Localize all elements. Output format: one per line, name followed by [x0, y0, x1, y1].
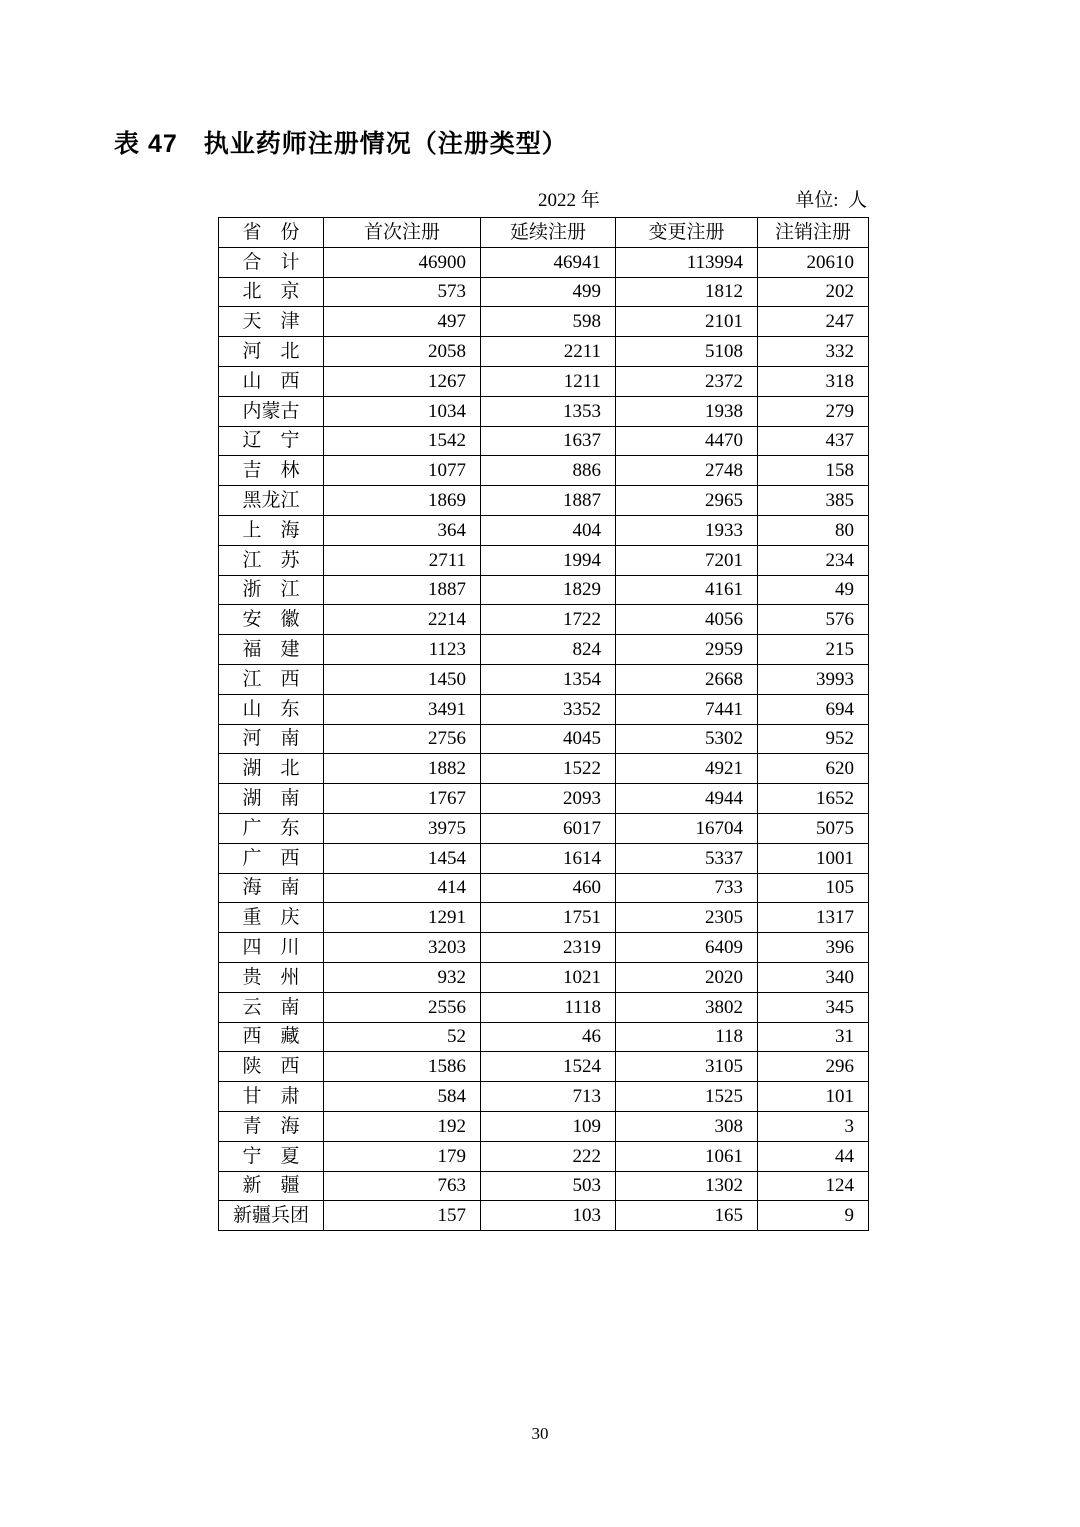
value-cell: 3491: [324, 694, 481, 724]
value-cell: 497: [324, 307, 481, 337]
value-cell: 1001: [758, 843, 869, 873]
province-cell: 湖 南: [219, 784, 324, 814]
value-cell: 31: [758, 1022, 869, 1052]
value-cell: 3352: [481, 694, 616, 724]
value-cell: 460: [481, 873, 616, 903]
table-row: [219, 486, 869, 516]
table-row: [219, 813, 869, 843]
table-row: [219, 843, 869, 873]
value-cell: 1722: [481, 605, 616, 635]
value-cell: 345: [758, 992, 869, 1022]
value-cell: 3105: [616, 1052, 758, 1082]
value-cell: 2959: [616, 635, 758, 665]
value-cell: 247: [758, 307, 869, 337]
value-cell: 5302: [616, 724, 758, 754]
value-cell: 234: [758, 545, 869, 575]
value-cell: 3975: [324, 813, 481, 843]
table-row: [219, 1082, 869, 1112]
value-cell: 5108: [616, 337, 758, 367]
value-cell: 46: [481, 1022, 616, 1052]
value-cell: 1882: [324, 754, 481, 784]
province-cell: 新 疆: [219, 1171, 324, 1201]
table-row: [219, 247, 869, 277]
page-number: 30: [531, 1424, 549, 1443]
value-cell: 1887: [324, 575, 481, 605]
value-cell: 1317: [758, 903, 869, 933]
table-header: [219, 218, 869, 248]
value-cell: 952: [758, 724, 869, 754]
value-cell: 9: [758, 1201, 869, 1231]
value-cell: 3203: [324, 933, 481, 963]
value-cell: 1829: [481, 575, 616, 605]
value-cell: 576: [758, 605, 869, 635]
value-cell: 1869: [324, 486, 481, 516]
value-cell: 308: [616, 1111, 758, 1141]
value-cell: 2556: [324, 992, 481, 1022]
value-cell: 109: [481, 1111, 616, 1141]
table-row: [219, 903, 869, 933]
value-cell: 1994: [481, 545, 616, 575]
value-cell: 4921: [616, 754, 758, 784]
value-cell: 4056: [616, 605, 758, 635]
value-cell: 694: [758, 694, 869, 724]
table-row: [219, 456, 869, 486]
column-header-cancel-registration: 注销注册: [758, 218, 869, 248]
value-cell: 105: [758, 873, 869, 903]
value-cell: 1267: [324, 366, 481, 396]
province-cell: 福 建: [219, 635, 324, 665]
value-cell: 4161: [616, 575, 758, 605]
value-cell: 1652: [758, 784, 869, 814]
value-cell: 396: [758, 933, 869, 963]
value-cell: 101: [758, 1082, 869, 1112]
value-cell: 1767: [324, 784, 481, 814]
value-cell: 620: [758, 754, 869, 784]
value-cell: 1522: [481, 754, 616, 784]
value-cell: 192: [324, 1111, 481, 1141]
province-cell: 广 东: [219, 813, 324, 843]
value-cell: 124: [758, 1171, 869, 1201]
value-cell: 318: [758, 366, 869, 396]
province-cell: 江 苏: [219, 545, 324, 575]
value-cell: 279: [758, 396, 869, 426]
table-row: [219, 962, 869, 992]
value-cell: 1077: [324, 456, 481, 486]
table-row: [219, 426, 869, 456]
value-cell: 1524: [481, 1052, 616, 1082]
table-row: [219, 575, 869, 605]
table-year-label: 2022 年: [538, 190, 600, 211]
value-cell: 2668: [616, 664, 758, 694]
value-cell: 16704: [616, 813, 758, 843]
value-cell: 404: [481, 515, 616, 545]
value-cell: 932: [324, 962, 481, 992]
column-header-change-registration: 变更注册: [616, 218, 758, 248]
value-cell: 2211: [481, 337, 616, 367]
table-row: [219, 1201, 869, 1231]
table-row: [219, 664, 869, 694]
value-cell: 7441: [616, 694, 758, 724]
value-cell: 202: [758, 277, 869, 307]
value-cell: 1586: [324, 1052, 481, 1082]
value-cell: 1061: [616, 1141, 758, 1171]
value-cell: 5075: [758, 813, 869, 843]
value-cell: 385: [758, 486, 869, 516]
table-row: [219, 992, 869, 1022]
province-cell: 江 西: [219, 664, 324, 694]
value-cell: 4944: [616, 784, 758, 814]
value-cell: 824: [481, 635, 616, 665]
value-cell: 1542: [324, 426, 481, 456]
value-cell: 1034: [324, 396, 481, 426]
value-cell: 1525: [616, 1082, 758, 1112]
province-cell: 安 徽: [219, 605, 324, 635]
table-row: [219, 515, 869, 545]
province-cell: 西 藏: [219, 1022, 324, 1052]
table-row: [219, 545, 869, 575]
value-cell: 6409: [616, 933, 758, 963]
province-cell: 广 西: [219, 843, 324, 873]
province-cell: 黑龙江: [219, 486, 324, 516]
value-cell: 414: [324, 873, 481, 903]
value-cell: 1454: [324, 843, 481, 873]
province-cell: 甘 肃: [219, 1082, 324, 1112]
value-cell: 713: [481, 1082, 616, 1112]
column-header-province: 省 份: [219, 218, 324, 248]
value-cell: 1887: [481, 486, 616, 516]
table-row: [219, 694, 869, 724]
table-row: [219, 754, 869, 784]
value-cell: 332: [758, 337, 869, 367]
value-cell: 2101: [616, 307, 758, 337]
value-cell: 2305: [616, 903, 758, 933]
province-cell: 重 庆: [219, 903, 324, 933]
value-cell: 3802: [616, 992, 758, 1022]
province-cell: 吉 林: [219, 456, 324, 486]
province-cell: 山 西: [219, 366, 324, 396]
value-cell: 3: [758, 1111, 869, 1141]
province-cell: 北 京: [219, 277, 324, 307]
province-cell: 宁 夏: [219, 1141, 324, 1171]
value-cell: 1751: [481, 903, 616, 933]
value-cell: 1353: [481, 396, 616, 426]
table-row: [219, 873, 869, 903]
value-cell: 44: [758, 1141, 869, 1171]
value-cell: 179: [324, 1141, 481, 1171]
value-cell: 1637: [481, 426, 616, 456]
value-cell: 886: [481, 456, 616, 486]
value-cell: 2020: [616, 962, 758, 992]
table-section: [218, 188, 868, 1231]
value-cell: 1291: [324, 903, 481, 933]
column-header-first-registration: 首次注册: [324, 218, 481, 248]
value-cell: 80: [758, 515, 869, 545]
registration-table: [218, 217, 869, 1231]
table-row: [219, 933, 869, 963]
province-cell: 海 南: [219, 873, 324, 903]
province-cell: 贵 州: [219, 962, 324, 992]
value-cell: 20610: [758, 247, 869, 277]
value-cell: 364: [324, 515, 481, 545]
value-cell: 5337: [616, 843, 758, 873]
table-meta-line: [218, 188, 868, 217]
table-row: [219, 605, 869, 635]
table-row: [219, 1141, 869, 1171]
table-row: [219, 724, 869, 754]
table-row: [219, 635, 869, 665]
table-row: [219, 1171, 869, 1201]
province-cell: 天 津: [219, 307, 324, 337]
table-unit-label: 单位: 人: [795, 190, 867, 211]
table-row: [219, 366, 869, 396]
value-cell: 437: [758, 426, 869, 456]
value-cell: 2711: [324, 545, 481, 575]
value-cell: 1123: [324, 635, 481, 665]
value-cell: 215: [758, 635, 869, 665]
value-cell: 340: [758, 962, 869, 992]
province-cell: 河 南: [219, 724, 324, 754]
value-cell: 499: [481, 277, 616, 307]
province-cell: 四 川: [219, 933, 324, 963]
value-cell: 113994: [616, 247, 758, 277]
value-cell: 1118: [481, 992, 616, 1022]
value-cell: 2319: [481, 933, 616, 963]
table-row: [219, 307, 869, 337]
table-row: [219, 1111, 869, 1141]
value-cell: 503: [481, 1171, 616, 1201]
value-cell: 158: [758, 456, 869, 486]
value-cell: 2965: [616, 486, 758, 516]
value-cell: 2093: [481, 784, 616, 814]
province-cell: 湖 北: [219, 754, 324, 784]
province-cell: 合 计: [219, 247, 324, 277]
value-cell: 2372: [616, 366, 758, 396]
value-cell: 4470: [616, 426, 758, 456]
value-cell: 222: [481, 1141, 616, 1171]
value-cell: 296: [758, 1052, 869, 1082]
value-cell: 7201: [616, 545, 758, 575]
value-cell: 46941: [481, 247, 616, 277]
value-cell: 2058: [324, 337, 481, 367]
column-header-renewal-registration: 延续注册: [481, 218, 616, 248]
value-cell: 598: [481, 307, 616, 337]
table-row: [219, 1022, 869, 1052]
table-body: [219, 247, 869, 1230]
value-cell: 165: [616, 1201, 758, 1231]
province-cell: 浙 江: [219, 575, 324, 605]
value-cell: 1450: [324, 664, 481, 694]
province-cell: 河 北: [219, 337, 324, 367]
table-row: [219, 784, 869, 814]
value-cell: 46900: [324, 247, 481, 277]
province-cell: 陕 西: [219, 1052, 324, 1082]
province-cell: 辽 宁: [219, 426, 324, 456]
value-cell: 2214: [324, 605, 481, 635]
value-cell: 2748: [616, 456, 758, 486]
value-cell: 118: [616, 1022, 758, 1052]
province-cell: 山 东: [219, 694, 324, 724]
page-title: 表 47 执业药师注册情况（注册类型）: [114, 130, 568, 158]
value-cell: 584: [324, 1082, 481, 1112]
value-cell: 1211: [481, 366, 616, 396]
value-cell: 733: [616, 873, 758, 903]
table-row: [219, 277, 869, 307]
value-cell: 1938: [616, 396, 758, 426]
value-cell: 6017: [481, 813, 616, 843]
value-cell: 1812: [616, 277, 758, 307]
value-cell: 3993: [758, 664, 869, 694]
table-header-row: [219, 218, 869, 248]
value-cell: 2756: [324, 724, 481, 754]
province-cell: 新疆兵团: [219, 1201, 324, 1231]
value-cell: 49: [758, 575, 869, 605]
table-row: [219, 337, 869, 367]
value-cell: 1021: [481, 962, 616, 992]
value-cell: 1933: [616, 515, 758, 545]
value-cell: 1302: [616, 1171, 758, 1201]
province-cell: 内蒙古: [219, 396, 324, 426]
province-cell: 上 海: [219, 515, 324, 545]
value-cell: 157: [324, 1201, 481, 1231]
value-cell: 4045: [481, 724, 616, 754]
province-cell: 云 南: [219, 992, 324, 1022]
value-cell: 763: [324, 1171, 481, 1201]
value-cell: 103: [481, 1201, 616, 1231]
province-cell: 青 海: [219, 1111, 324, 1141]
value-cell: 52: [324, 1022, 481, 1052]
table-row: [219, 1052, 869, 1082]
table-row: [219, 396, 869, 426]
value-cell: 1614: [481, 843, 616, 873]
value-cell: 1354: [481, 664, 616, 694]
value-cell: 573: [324, 277, 481, 307]
